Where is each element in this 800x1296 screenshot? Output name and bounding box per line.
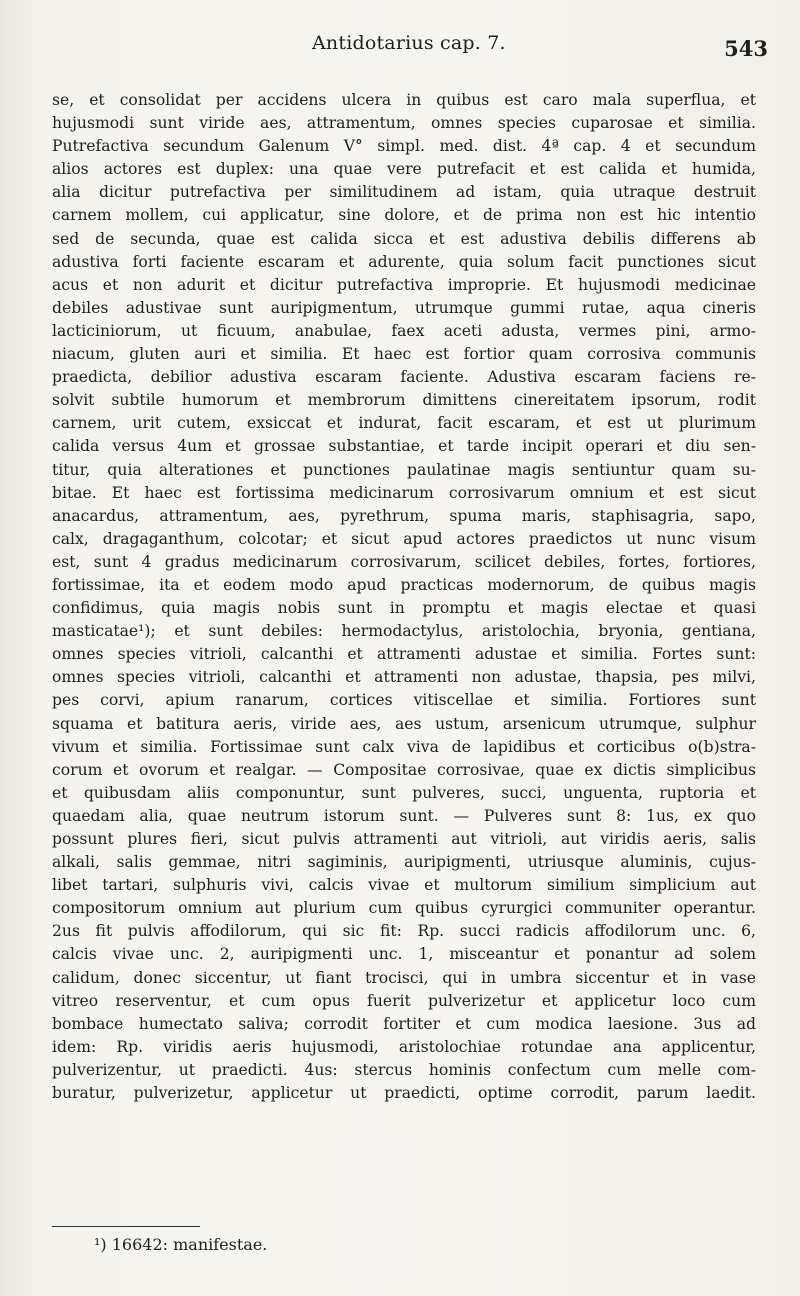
text-line: carnem, urit cutem, exsiccat et indurat, facit escaram, et est ut plurimum xyxy=(52,414,756,433)
page-number: 543 xyxy=(724,36,768,61)
text-line: masticatae¹); et sunt debiles: hermodactylus, aristolochia, bryonia, gentiana, xyxy=(52,622,756,641)
text-line: praedicta, debilior adustiva escaram faciente. Adustiva escaram faciens re- xyxy=(52,368,756,387)
text-line: calida versus 4um et grossae substantiae, et tarde incipit operari et diu sen- xyxy=(52,437,756,456)
text-line: 2us fit pulvis affodilorum, qui sic fit: Rp. succi radicis affodilorum unc. 6, xyxy=(52,922,756,941)
text-line: debiles adustivae sunt auripigmentum, utrumque gummi rutae, aqua cineris xyxy=(52,298,756,317)
text-line: confidimus, quia magis nobis sunt in promptu et magis electae et quasi xyxy=(52,599,756,618)
text-line: carnem mollem, cui applicatur, sine dolore, et de prima non est hic intentio xyxy=(52,206,756,225)
text-line: calcis vivae unc. 2, auripigmenti unc. 1, misceantur et ponantur ad solem xyxy=(52,945,756,964)
text-line: titur, quia alterationes et punctiones paulatinae magis sentiuntur quam su- xyxy=(52,460,756,479)
running-title: Antidotarius cap. 7. xyxy=(312,32,506,54)
running-header xyxy=(50,32,768,62)
text-line: possunt plures fieri, sicut pulvis attramenti aut vitrioli, aut viridis aeris, salis xyxy=(52,830,756,848)
text-line: omnes species vitrioli, calcanthi et attramenti non adustae, thapsia, pes milvi, xyxy=(52,668,756,687)
footnote: ¹) 16642: manifestae. xyxy=(94,1235,268,1254)
text-line: niacum, gluten auri et similia. Et haec est fortior quam corrosiva communis xyxy=(52,345,756,364)
body-text xyxy=(52,89,756,1105)
text-line: anacardus, attramentum, aes, pyrethrum, spuma maris, staphisagria, sapo, xyxy=(52,506,756,525)
text-line: buratur, pulverizetur, applicetur ut praedicti, optime corrodit, parum laedit. xyxy=(52,1084,756,1103)
text-line: compositorum omnium aut plurium cum quibus cyrurgici communiter operantur. xyxy=(52,899,756,918)
text-line: sed de secunda, quae est calida sicca et est adustiva debilis differens ab xyxy=(52,229,756,248)
text-line: hujusmodi sunt viride aes, attramentum, omnes species cuparosae et similia. xyxy=(52,114,756,133)
text-line: est, sunt 4 gradus medicinarum corrosivarum, scilicet debiles, fortes, fortiores, xyxy=(52,552,756,571)
text-line: vivum et similia. Fortissimae sunt calx viva de lapidibus et corticibus o(b)stra- xyxy=(52,737,756,756)
text-line: idem: Rp. viridis aeris hujusmodi, aristolochiae rotundae ana applicentur, xyxy=(52,1037,756,1056)
text-line: bombace humectato saliva; corrodit fortiter et cum modica laesione. 3us ad xyxy=(52,1014,756,1033)
text-line: acus et non adurit et dicitur putrefactiva improprie. Et hujusmodi medicinae xyxy=(52,275,756,294)
text-line: libet tartari, sulphuris vivi, calcis vivae et multorum similium simplicium aut xyxy=(52,876,756,895)
text-line: alia dicitur putrefactiva per similitudinem ad istam, quia utraque destruit xyxy=(52,183,756,202)
text-line: quaedam alia, quae neutrum istorum sunt. — Pulveres sunt 8: 1us, ex quo xyxy=(52,806,756,825)
text-line: squama et batitura aeris, viride aes, aes ustum, arsenicum utrumque, sulphur xyxy=(52,714,756,733)
footnote-rule xyxy=(52,1226,200,1227)
text-line: fortissimae, ita et eodem modo apud practicas modernorum, de quibus magis xyxy=(52,575,756,594)
text-line: lacticiniorum, ut ficuum, anabulae, faex aceti adusta, vermes pini, armo- xyxy=(52,321,756,340)
text-line: solvit subtile humorum et membrorum dimittens cinereitatem ipsorum, rodit xyxy=(52,391,756,410)
text-line: et quibusdam aliis componuntur, sunt pulveres, succi, unguenta, ruptoria et xyxy=(52,783,756,802)
text-line: corum et ovorum et realgar. — Compositae corrosivae, quae ex dictis simplicibus xyxy=(52,760,756,779)
text-line: calidum, donec siccentur, ut fiant trocisci, qui in umbra siccentur et in vase xyxy=(52,968,756,987)
text-line: Putrefactiva secundum Galenum V° simpl. med. dist. 4ª cap. 4 et secundum xyxy=(52,137,756,156)
text-line: alios actores est duplex: una quae vere putrefacit et est calida et humida, xyxy=(52,160,756,179)
text-line: pes corvi, apium ranarum, cortices vitiscellae et similia. Fortiores sunt xyxy=(52,691,756,710)
text-line: bitae. Et haec est fortissima medicinarum corrosivarum omnium et est sicut xyxy=(52,483,756,502)
text-line: pulverizentur, ut praedicti. 4us: stercus hominis confectum cum melle com- xyxy=(52,1060,756,1079)
text-line: adustiva forti faciente escaram et adurente, quia solum facit punctiones sicut xyxy=(52,252,756,271)
text-line: vitreo reserventur, et cum opus fuerit pulverizetur et applicetur loco cum xyxy=(52,991,756,1010)
text-line: omnes species vitrioli, calcanthi et attramenti adustae et similia. Fortes sunt: xyxy=(52,645,756,664)
text-line: alkali, salis gemmae, nitri sagiminis, auripigmenti, utriusque aluminis, cujus- xyxy=(52,853,756,872)
text-line: se, et consolidat per accidens ulcera in quibus est caro mala superflua, et xyxy=(52,91,756,109)
text-line: calx, dragaganthum, colcotar; et sicut apud actores praedictos ut nunc visum xyxy=(52,529,756,548)
